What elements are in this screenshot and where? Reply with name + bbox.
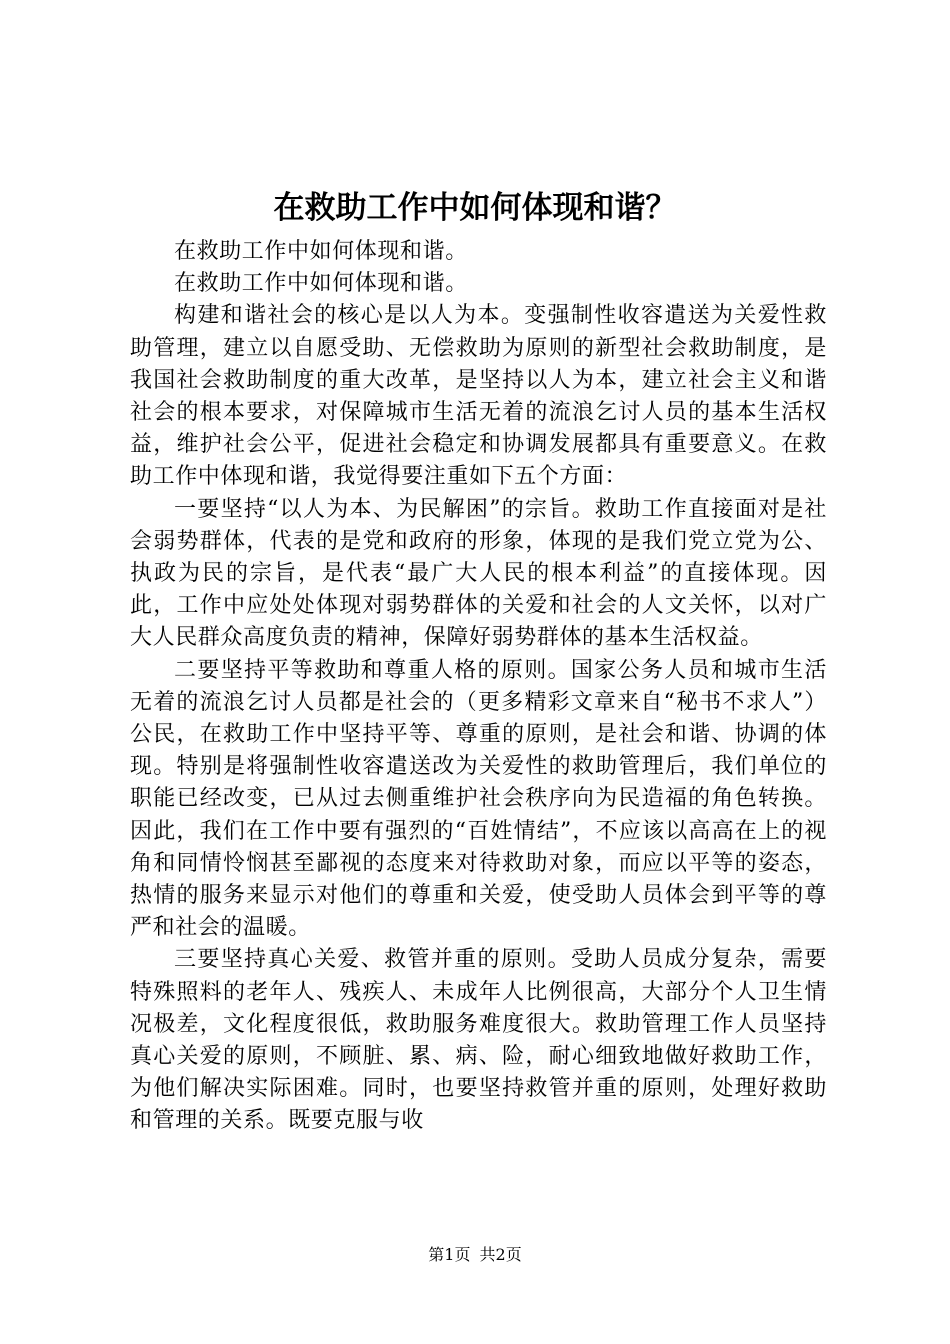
paragraph-5: 二要坚持平等救助和尊重人格的原则。国家公务人员和城市生活无着的流浪乞讨人员都是社会的（更多精彩文章来自“秘书不求人”）公民，在救助工作中坚持平等、尊重的原则，是社会和谐、协调的体现。特别是将强制性收容遣送改为关爱性的救助管理后，我们单位的职能已经改变，已从过去侧重维护社会秩序向为民造福的角色转换。因此，我们在工作中要有强烈的“百姓情结”，不应该以高高在上的视角和同情怜悯甚至鄙视的态度来对待救助对象，而应以平等的姿态，热情的服务来显示对他们的尊重和关爱，使受助人员体会到平等的尊严和社会的温暖。 — [130, 657, 827, 941]
paragraph-2: 在救助工作中如何体现和谐。 — [174, 271, 468, 297]
paragraph-4: 一要坚持“以人为本、为民解困”的宗旨。救助工作直接面对是社会弱势群体，代表的是党和政府的形象，体现的是我们党立党为公、执政为民的宗旨，是代表“最广大人民的根本利益”的直接体现。因此，工作中应处处体现对弱势群体的关爱和社会的人文关怀，以对广大人民群众高度负责的精神，保障好弱势群体的基本生活权益。 — [130, 496, 827, 651]
document-body — [130, 236, 827, 1138]
document-title: 在救助工作中如何体现和谐？ — [273, 190, 677, 226]
paragraph-6: 三要坚持真心关爱、救管并重的原则。受助人员成分复杂，需要特殊照料的老年人、残疾人、未成年人比例很高，大部分个人卫生情况极差，文化程度很低，救助服务难度很大。救助管理工作人员坚持真心关爱的原则，不顾脏、累、病、险，耐心细致地做好救助工作，为他们解决实际困难。同时，也要坚持救管并重的原则，处理好救助和管理的关系。既要克服与收 — [130, 947, 827, 1134]
paragraph-1: 在救助工作中如何体现和谐。 — [174, 239, 468, 264]
page-number-footer: 第1页 共2页 — [428, 1245, 522, 1264]
paragraph-3: 构建和谐社会的核心是以人为本。变强制性收容遣送为关爱性救助管理，建立以自愿受助、无偿救助为原则的新型社会救助制度，是我国社会救助制度的重大改革，是坚持以人为本，建立社会主义和谐社会的根本要求，对保障城市生活无着的流浪乞讨人员的基本生活权益，维护社会公平，促进社会稳定和协调发展都具有重要意义。在救助工作中体现和谐，我觉得要注重如下五个方面： — [130, 303, 827, 490]
